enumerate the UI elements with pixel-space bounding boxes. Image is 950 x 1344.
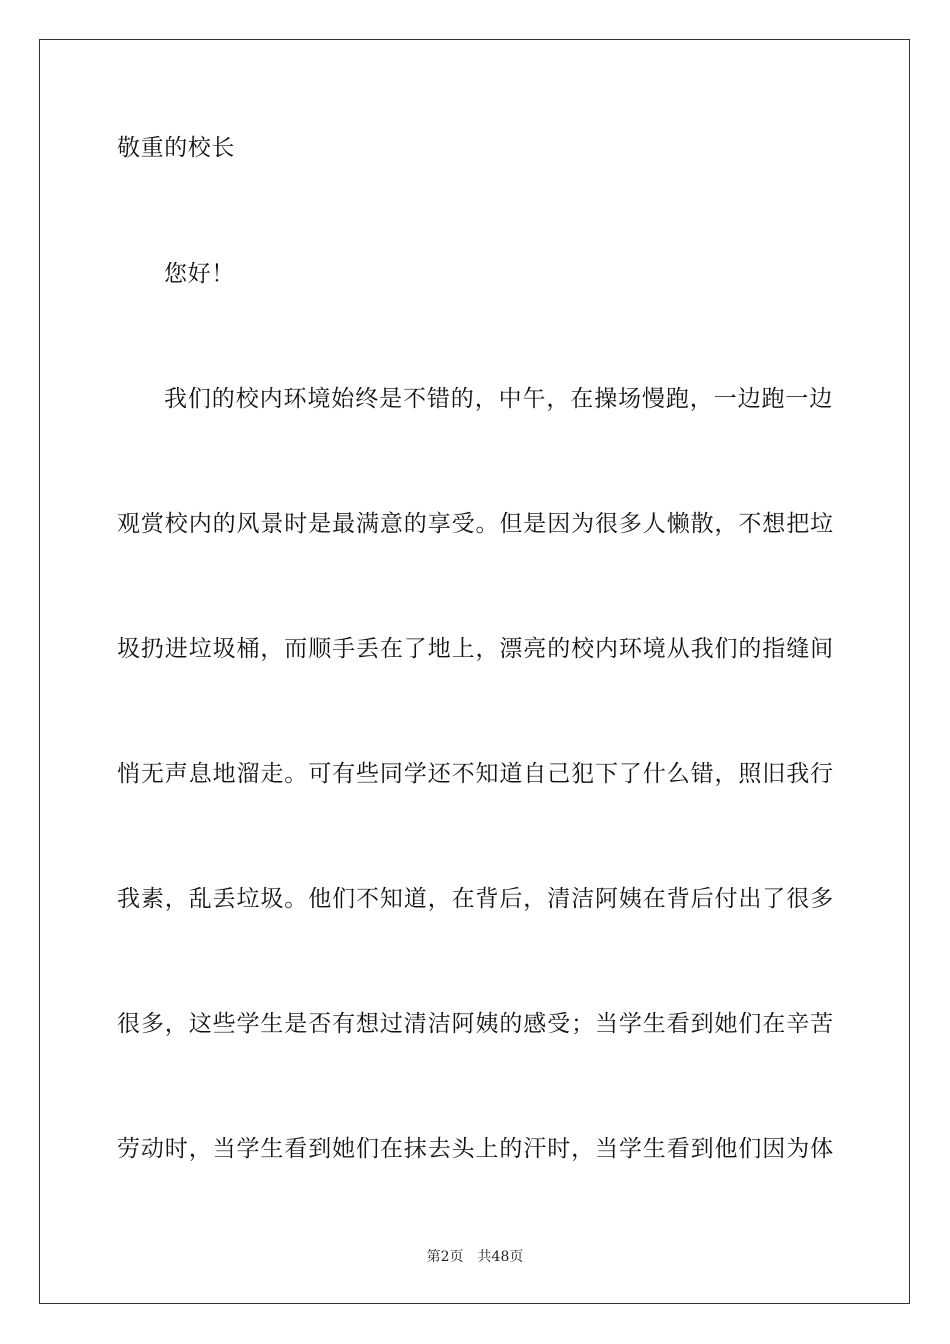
body-line-5: 我素，乱丢垃圾。他们不知道，在背后，清洁阿姨在背后付出了很多 (117, 886, 834, 912)
page-border (39, 39, 910, 1304)
total-pages: 共48页 (477, 1249, 524, 1265)
body-line-7: 劳动时，当学生看到她们在抹去头上的汗时，当学生看到他们因为体 (117, 1136, 834, 1162)
page-number: 第2页 (426, 1249, 464, 1265)
page-footer (0, 1248, 950, 1266)
body-line-3: 圾扔进垃圾桶，而顺手丢在了地上，漂亮的校内环境从我们的指缝间 (117, 636, 834, 662)
body-line-4: 悄无声息地溜走。可有些同学还不知道自己犯下了什么错，照旧我行 (117, 761, 834, 787)
body-line-6: 很多，这些学生是否有想过清洁阿姨的感受；当学生看到她们在辛苦 (117, 1011, 834, 1037)
greeting: 您好！ (164, 261, 235, 287)
body-line-2: 观赏校内的风景时是最满意的享受。但是因为很多人懒散，不想把垃 (117, 511, 834, 537)
salutation: 敬重的校长 (117, 135, 235, 161)
body-line-1: 我们的校内环境始终是不错的，中午，在操场慢跑，一边跑一边 (164, 386, 834, 412)
